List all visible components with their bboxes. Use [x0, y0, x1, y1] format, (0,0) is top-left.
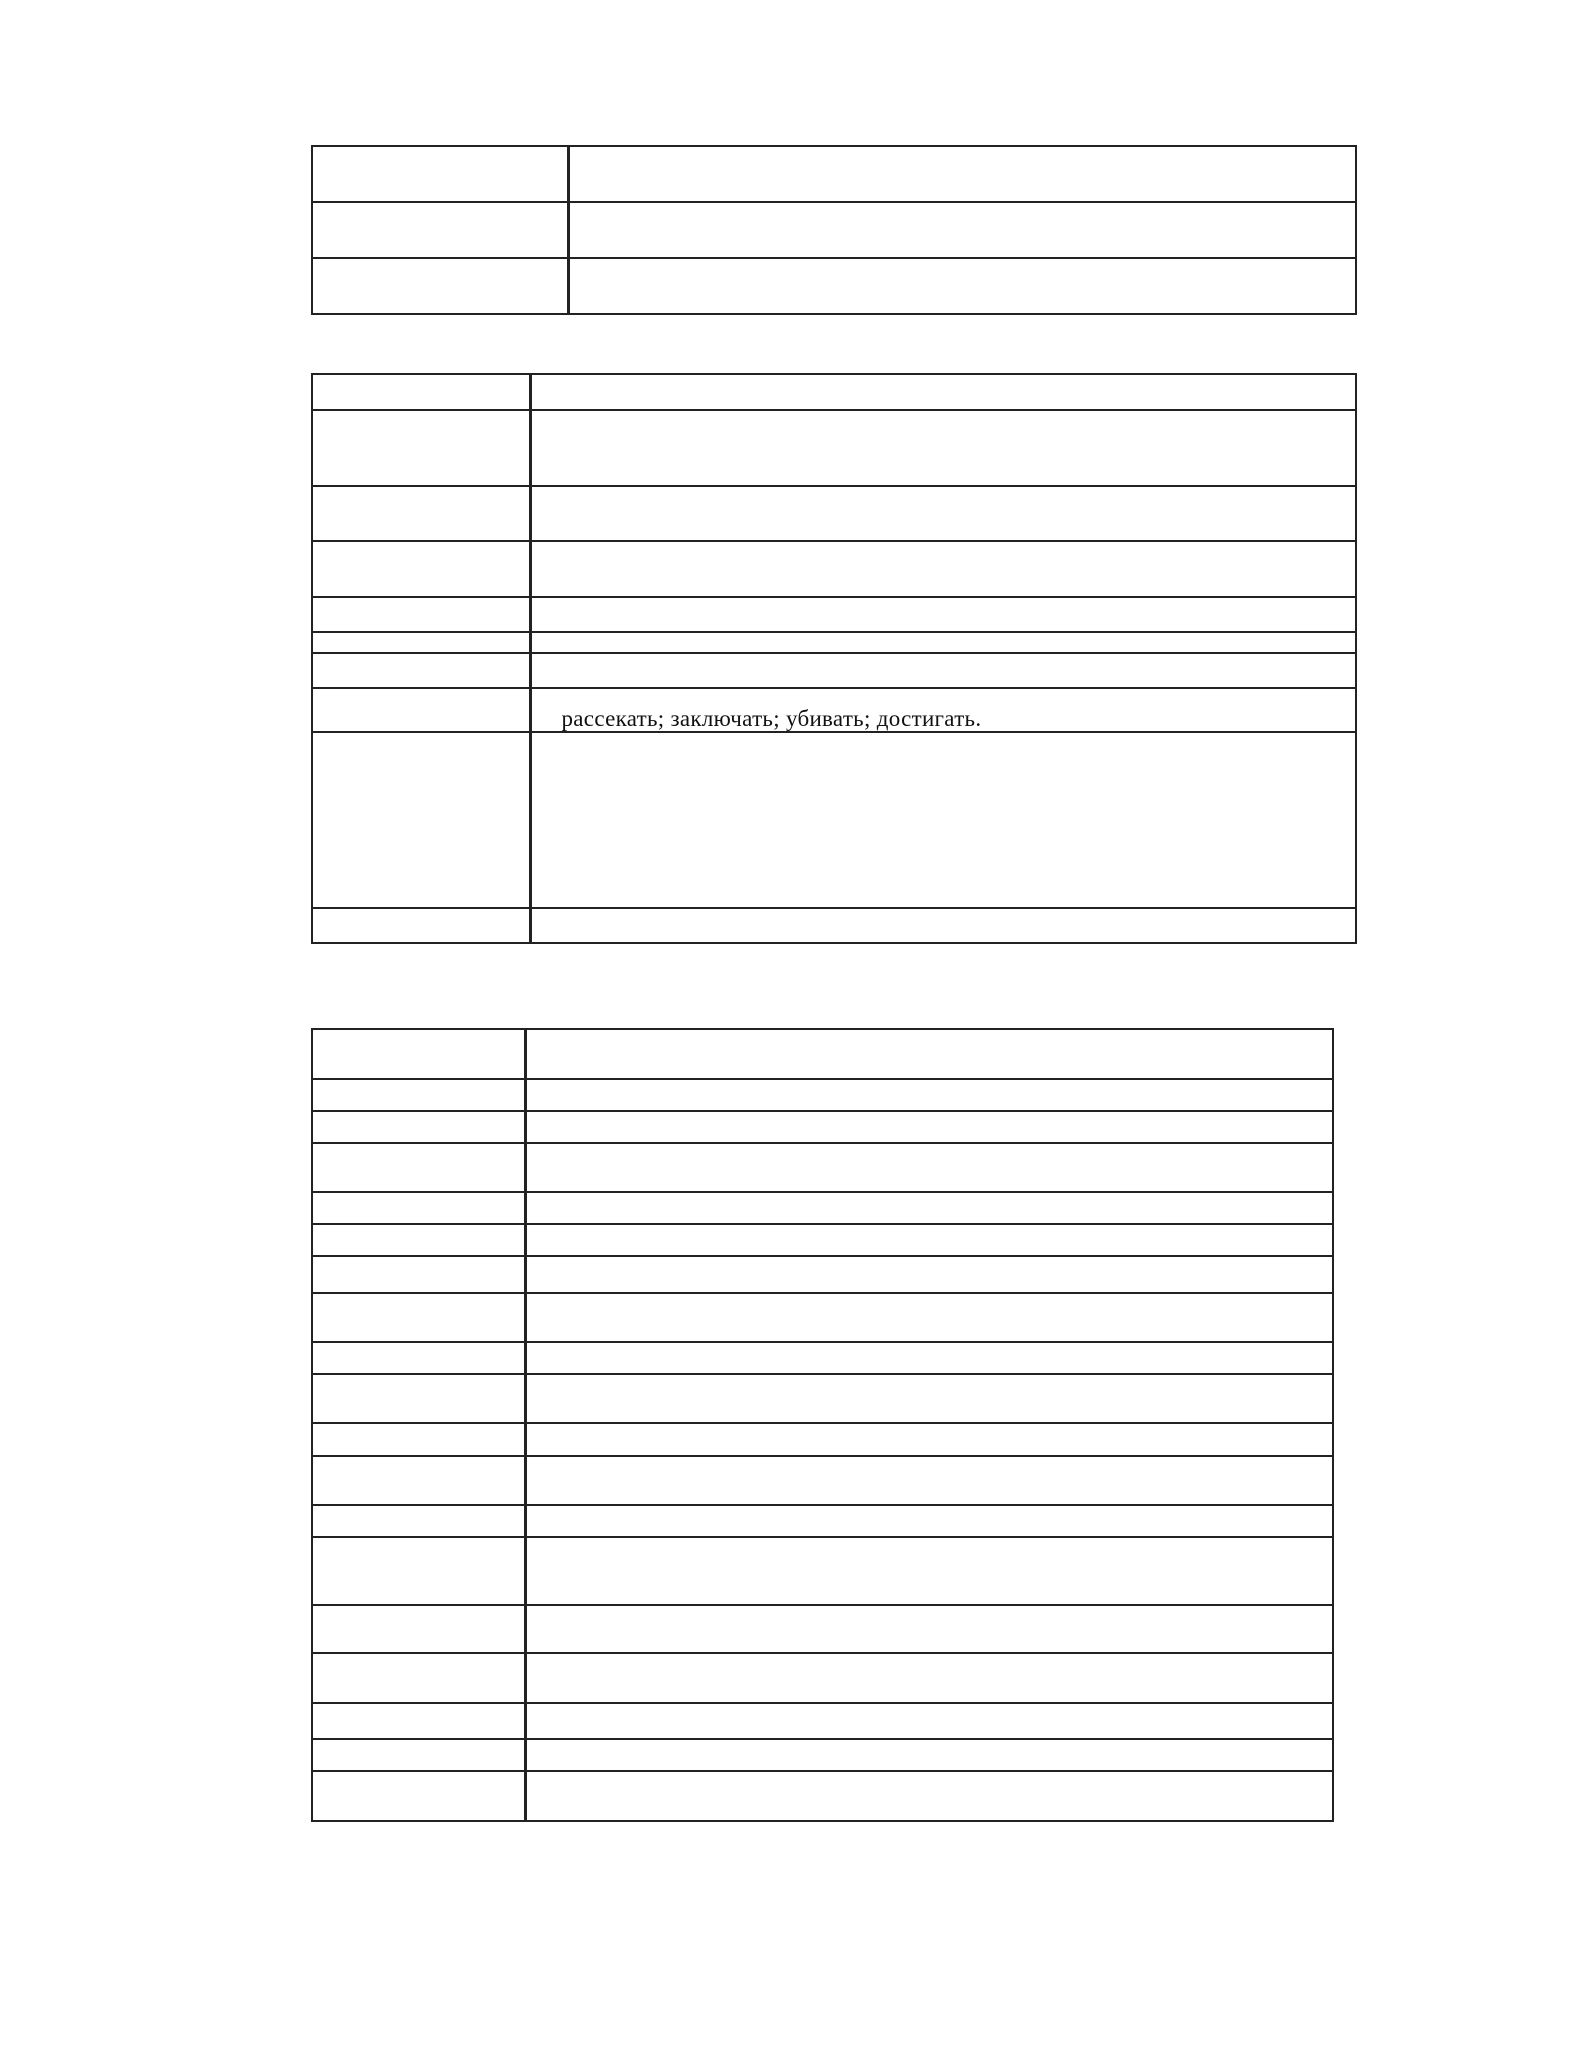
table-row	[312, 1029, 1333, 1079]
definition-cell	[525, 1537, 1333, 1605]
definition-cell	[525, 1456, 1333, 1505]
table-row	[312, 258, 1356, 314]
term-cell	[312, 374, 530, 410]
table-row	[312, 374, 1356, 410]
definition-cell	[525, 1771, 1333, 1821]
term-cell	[312, 541, 530, 597]
term-cell	[312, 1456, 525, 1505]
table-row	[312, 1111, 1333, 1143]
table-row	[312, 1342, 1333, 1374]
term-cell	[312, 1423, 525, 1456]
definition-cell	[525, 1256, 1333, 1293]
term-cell	[312, 1771, 525, 1821]
vocabulary-table-1	[311, 145, 1357, 315]
table-row	[312, 1653, 1333, 1703]
definition-cell	[525, 1605, 1333, 1653]
definition-cell	[525, 1111, 1333, 1143]
table-row	[312, 146, 1356, 202]
table-row	[312, 1537, 1333, 1605]
table-row	[312, 1703, 1333, 1739]
table-row	[312, 653, 1356, 688]
term-cell	[312, 1653, 525, 1703]
definition-cell	[525, 1224, 1333, 1256]
term-cell	[312, 146, 568, 202]
definition-cell	[525, 1423, 1333, 1456]
table-row	[312, 597, 1356, 632]
definition-cell	[525, 1653, 1333, 1703]
table-row	[312, 410, 1356, 486]
definition-cell	[525, 1079, 1333, 1111]
table-row	[312, 908, 1356, 943]
term-cell	[312, 688, 530, 732]
definition-cell	[530, 374, 1356, 410]
definition-cell	[568, 258, 1356, 314]
term-cell	[312, 1111, 525, 1143]
table-row	[312, 1293, 1333, 1342]
term-cell	[312, 1224, 525, 1256]
definition-cell	[525, 1739, 1333, 1771]
definition-cell: рассекать; заключать; убивать; достигать.	[530, 688, 1356, 732]
term-cell	[312, 908, 530, 943]
table-row	[312, 732, 1356, 908]
vocabulary-table-2	[311, 373, 1357, 944]
table-row	[312, 1374, 1333, 1423]
table-row	[312, 1771, 1333, 1821]
term-cell	[312, 1605, 525, 1653]
definition-cell	[530, 410, 1356, 486]
definition-cell	[530, 908, 1356, 943]
term-cell	[312, 1293, 525, 1342]
table-row	[312, 486, 1356, 541]
term-cell	[312, 1256, 525, 1293]
definition-cell	[530, 732, 1356, 908]
table-row	[312, 1256, 1333, 1293]
term-cell	[312, 653, 530, 688]
table-row	[312, 1224, 1333, 1256]
definition-cell	[525, 1293, 1333, 1342]
term-cell	[312, 1505, 525, 1537]
definition-cell	[525, 1029, 1333, 1079]
term-cell	[312, 597, 530, 632]
term-cell	[312, 1029, 525, 1079]
term-cell	[312, 732, 530, 908]
table-row	[312, 1079, 1333, 1111]
table-row	[312, 202, 1356, 258]
table-row	[312, 632, 1356, 653]
table-row	[312, 1456, 1333, 1505]
vocabulary-table-3	[311, 1028, 1334, 1822]
table-row	[312, 688, 1356, 732]
term-cell	[312, 258, 568, 314]
table-row	[312, 1143, 1333, 1192]
definition-cell	[525, 1505, 1333, 1537]
definition-cell	[525, 1374, 1333, 1423]
table-row	[312, 1739, 1333, 1771]
term-cell	[312, 1342, 525, 1374]
table-row	[312, 1192, 1333, 1224]
definition-cell	[530, 653, 1356, 688]
definition-cell	[525, 1703, 1333, 1739]
term-cell	[312, 1537, 525, 1605]
term-cell	[312, 1143, 525, 1192]
table-row	[312, 541, 1356, 597]
definition-cell	[530, 597, 1356, 632]
table-row	[312, 1605, 1333, 1653]
definition-cell	[530, 632, 1356, 653]
term-cell	[312, 1703, 525, 1739]
term-cell	[312, 486, 530, 541]
term-cell	[312, 632, 530, 653]
term-cell	[312, 1079, 525, 1111]
table-row	[312, 1423, 1333, 1456]
term-cell	[312, 1374, 525, 1423]
term-cell	[312, 410, 530, 486]
table-row	[312, 1505, 1333, 1537]
term-cell	[312, 1739, 525, 1771]
definition-cell	[568, 202, 1356, 258]
definition-cell	[525, 1342, 1333, 1374]
definition-cell	[525, 1143, 1333, 1192]
term-cell	[312, 202, 568, 258]
definition-cell	[568, 146, 1356, 202]
term-cell	[312, 1192, 525, 1224]
definition-cell	[530, 486, 1356, 541]
definition-cell	[530, 541, 1356, 597]
definition-cell	[525, 1192, 1333, 1224]
